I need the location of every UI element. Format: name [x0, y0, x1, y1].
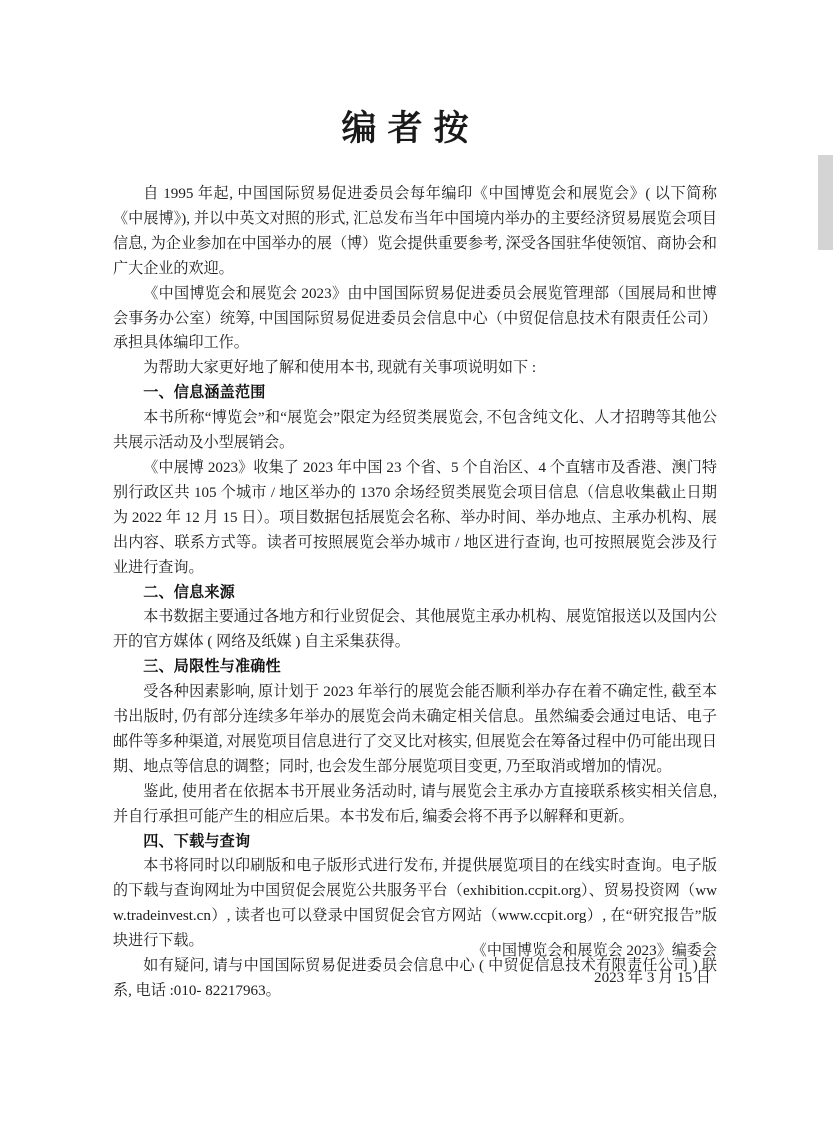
page-title: 编者按: [341, 109, 480, 149]
body-paragraph: 为帮助大家更好地了解和使用本书, 现就有关事项说明如下 :: [143, 360, 537, 377]
body-paragraph: 受各种因素影响, 原计划于 2023 年举行的展览会能否顺利举办存在着不确定性, 截至本书出版时, 仍有部分连续多年举办的展览会尚未确定相关信息。虽然编委会通过电话、电子邮件等多种渠道, 对展览项目信息进行了交叉比对核实, 但展览会在筹备过程中仍可能出现日期、地点等信息的调整；同时, 也会发生部分展览项目变更, 乃至取消或增加的情况。: [113, 684, 717, 775]
signature-date: 2023 年 3 月 15 日: [594, 970, 711, 986]
body-paragraph: 《中国博览会和展览会 2023》由中国国际贸易促进委员会展览管理部（国展局和世博会事务办公室）统筹, 中国国际贸易促进委员会信息中心（中贸促信息技术有限责任公司）承担具体编印工作。: [113, 285, 717, 352]
scrollbar-track[interactable]: [818, 0, 833, 1122]
document-body: [113, 182, 717, 1004]
body-paragraph: 本书数据主要通过各地方和行业贸促会、其他展览主承办机构、展览馆报送以及国内公开的官方媒体 ( 网络及纸媒 ) 自主采集获得。: [113, 609, 717, 651]
section-heading: 一、信息涵盖范围: [143, 385, 266, 402]
section-heading: 三、局限性与准确性: [143, 659, 281, 676]
body-paragraph: 《中展博 2023》收集了 2023 年中国 23 个省、5 个自治区、4 个直辖市及香港、澳门特别行政区共 105 个城市 / 地区举办的 1370 余场经贸类展览会项目信息（信息收集截止日期为 2022 年 12 月 15 日）。项目数据包括展览会名称、举办时间、举办地点、主承办机构、展出内容、联系方式等。读者可按照展览会举办城市 / 地区进行查询, 也可按照展览会涉及行业进行查询。: [113, 459, 717, 576]
body-paragraph: 本书将同时以印刷版和电子版形式进行发布, 并提供展览项目的在线实时查询。电子版的下载与查询网址为中国贸促会展览公共服务平台（exhibition.ccpit.org）、贸易投资网（www.tradeinvest.cn）, 读者也可以登录中国贸促会官方网站（www.ccpit.org）, 在“研究报告”版块进行下载。: [113, 858, 717, 950]
body-paragraph: 本书所称“博览会”和“展览会”限定为经贸类展览会, 不包含纯文化、人才招聘等其他公共展示活动及小型展销会。: [113, 410, 717, 452]
scrollbar-thumb[interactable]: [818, 155, 833, 250]
body-paragraph: 鉴此, 使用者在依据本书开展业务活动时, 请与展览会主承办方直接联系核实相关信息, 并自行承担可能产生的相应后果。本书发布后, 编委会将不再予以解释和更新。: [113, 783, 717, 825]
signature-author: 《中国博览会和展览会 2023》编委会: [471, 943, 717, 959]
section-heading: 四、下载与查询: [143, 833, 251, 850]
signature-block: [113, 938, 717, 992]
body-paragraph: 自 1995 年起, 中国国际贸易促进委员会每年编印《中国博览会和展览会》( 以下简称《中展博》), 并以中英文对照的形式, 汇总发布当年中国境内举办的主要经济贸易展览会项目信息, 为企业参加在中国举办的展（博）览会提供重要参考, 深受各国驻华使领馆、商协会和广大企业的欢迎。: [113, 186, 717, 277]
section-heading: 二、信息来源: [143, 584, 235, 601]
body-paragraph: 如有疑问, 请与中国国际贸易促进委员会信息中心 ( 中贸促信息技术有限责任公司 ) 联系, 电话 :010- 82217963。: [113, 958, 717, 999]
